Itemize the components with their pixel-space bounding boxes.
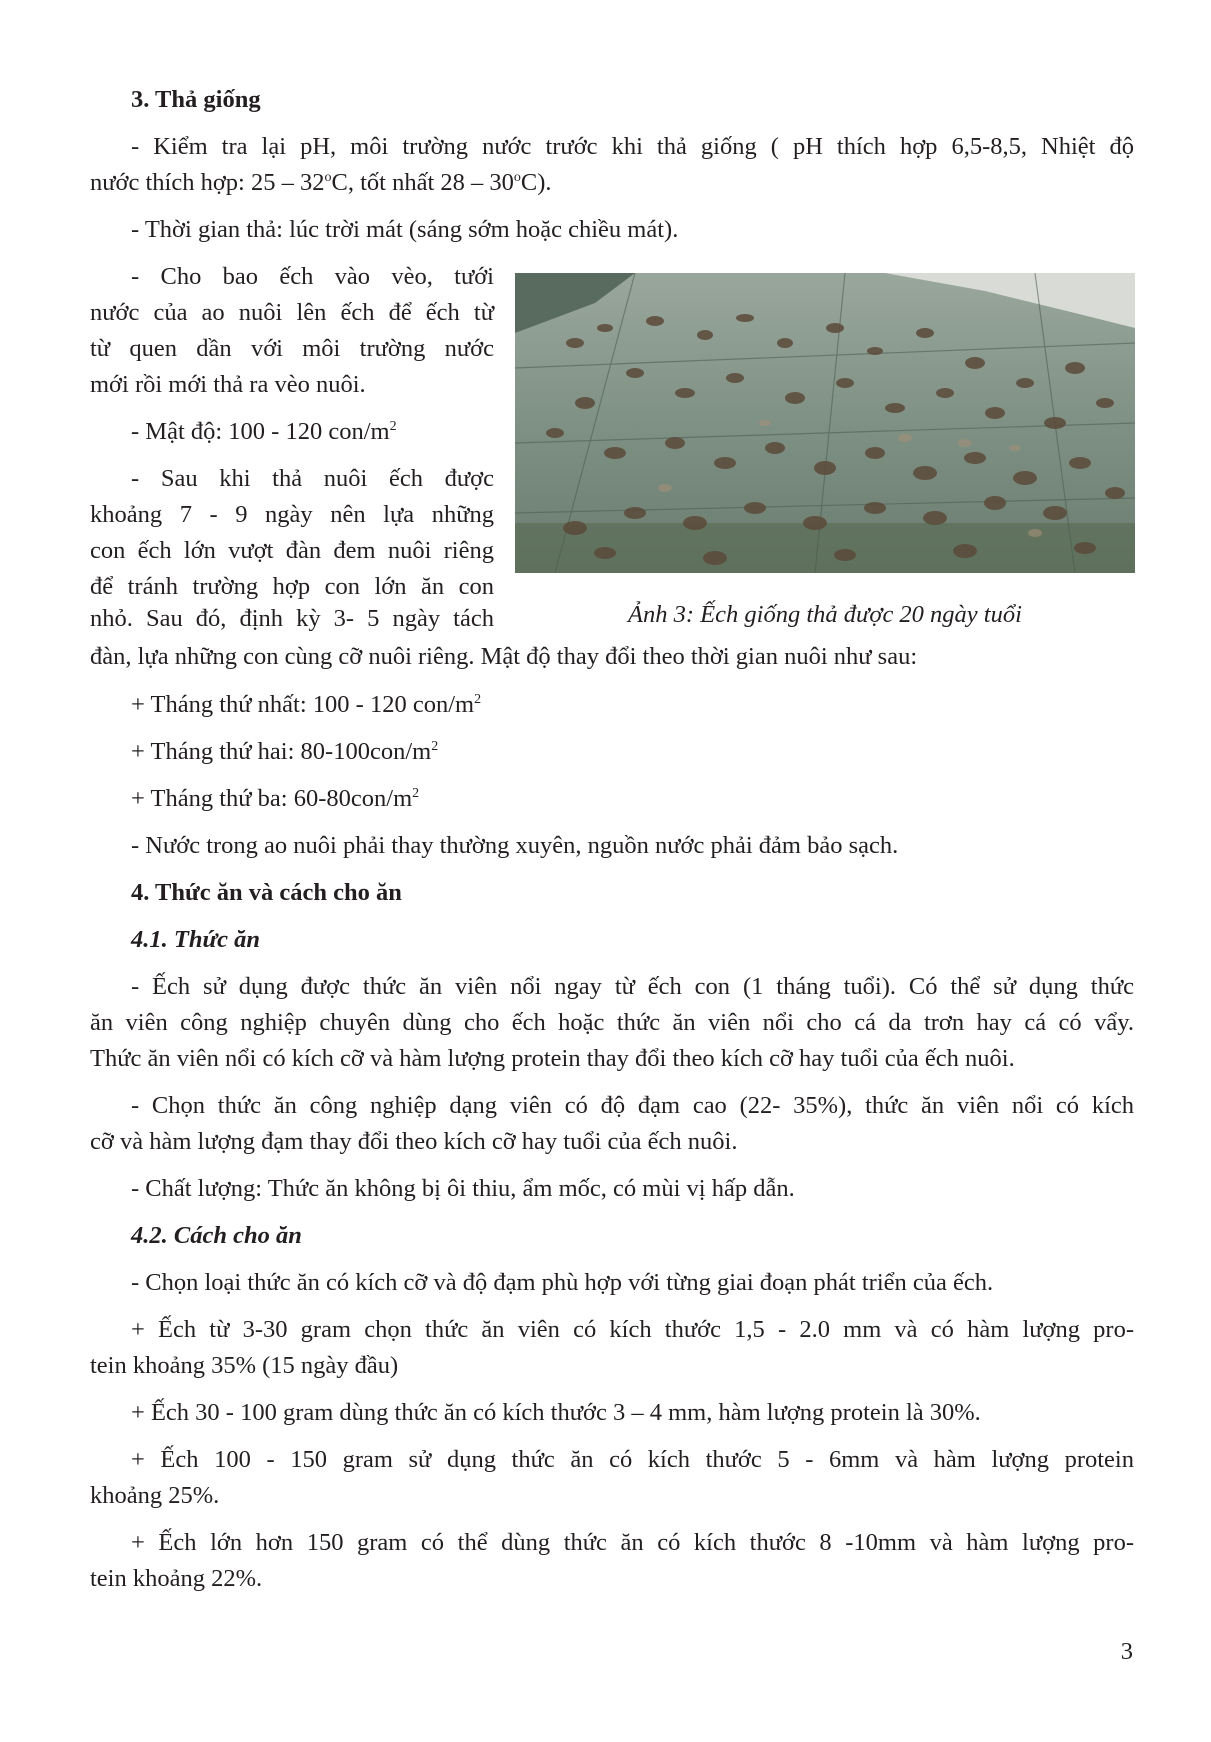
frog-pond-image bbox=[515, 273, 1135, 573]
paragraph-line: con ếch lớn vượt đàn đem nuôi riêng bbox=[90, 537, 494, 564]
paragraph-line: - Kiểm tra lại pH, môi trường nước trước khi thả giống ( pH thích hợp 6,5-8,5, Nhiệt độ bbox=[131, 133, 1134, 160]
paragraph-line: cỡ và hàm lượng đạm thay đổi theo kích cỡ hay tuổi của ếch nuôi. bbox=[90, 1128, 738, 1155]
list-item: + Tháng thứ ba: $60-80con/m^2$ bbox=[131, 785, 420, 812]
paragraph-line: Thức ăn viên nổi có kích cỡ và hàm lượng protein thay đổi theo kích cỡ hay tuổi của ếch nuôi. bbox=[90, 1045, 1015, 1072]
paragraph-line: - Chọn thức ăn công nghiệp dạng viên có độ đạm cao (22- 35%), thức ăn viên nổi có kích bbox=[131, 1092, 1134, 1119]
paragraph-line: từ quen dần với môi trường nước bbox=[90, 335, 494, 362]
paragraph-line: nước thích hợp: 25 – 32$^o$C, tốt nhất 28 – 30$^o$C). bbox=[90, 169, 552, 196]
paragraph-line: + Ếch 30 - 100 gram dùng thức ăn có kích thước 3 – 4 mm, hàm lượng protein là 30%. bbox=[131, 1399, 981, 1426]
paragraph-line: + Ếch 100 - 150 gram sử dụng thức ăn có kích thước 5 - 6mm và hàm lượng protein bbox=[131, 1446, 1134, 1473]
paragraph-line: - Chất lượng: Thức ăn không bị ôi thiu, ẩm mốc, có mùi vị hấp dẫn. bbox=[131, 1175, 795, 1202]
paragraph-line: - Mật độ: 100 - 120 con/$m^2$ bbox=[131, 418, 397, 445]
paragraph-line: tein khoảng 22%. bbox=[90, 1565, 263, 1592]
paragraph-line: nước của ao nuôi lên ếch để ếch từ bbox=[90, 299, 494, 326]
paragraph-line: để tránh trường hợp con lớn ăn con bbox=[90, 573, 494, 600]
paragraph-line: - Chọn loại thức ăn có kích cỡ và độ đạm phù hợp với từng giai đoạn phát triển của ếch. bbox=[131, 1269, 994, 1296]
paragraph-line: mới rồi mới thả ra vèo nuôi. bbox=[90, 371, 366, 398]
subsection-heading: 4.2. Cách cho ăn bbox=[131, 1222, 302, 1249]
paragraph-line: - Thời gian thả: lúc trời mát (sáng sớm hoặc chiều mát). bbox=[131, 216, 679, 243]
paragraph-line: - Nước trong ao nuôi phải thay thường xuyên, nguồn nước phải đảm bảo sạch. bbox=[131, 832, 899, 859]
figure-caption: Ảnh 3: Ếch giống thả được 20 ngày tuổi bbox=[628, 601, 1022, 628]
frog-pond-photo bbox=[515, 273, 1135, 573]
section-heading: 3. Thả giống bbox=[131, 86, 261, 113]
paragraph-line: tein khoảng 35% (15 ngày đầu) bbox=[90, 1352, 399, 1379]
section-heading: 4. Thức ăn và cách cho ăn bbox=[131, 879, 402, 906]
paragraph-line: ăn viên công nghiệp chuyên dùng cho ếch hoặc thức ăn viên nổi cho cá da trơn hay cá có vẩy. bbox=[90, 1009, 1134, 1036]
list-item: + Tháng thứ hai: $80-100con/m^2$ bbox=[131, 738, 439, 765]
paragraph-line: + Ếch từ 3-30 gram chọn thức ăn viên có kích thước 1,5 - 2.0 mm và có hàm lượng pro- bbox=[131, 1316, 1134, 1343]
paragraph-line: - Cho bao ếch vào vèo, tưới bbox=[131, 263, 494, 290]
paragraph-line: khoảng 7 - 9 ngày nên lựa những bbox=[90, 501, 494, 528]
paragraph-line: khoảng 25%. bbox=[90, 1482, 220, 1509]
paragraph-line: - Ếch sử dụng được thức ăn viên nổi ngay từ ếch con (1 tháng tuổi). Có thể sử dụng thức bbox=[131, 973, 1134, 1000]
paragraph-line: đàn, lựa những con cùng cỡ nuôi riêng. Mật độ thay đổi theo thời gian nuôi như sau: bbox=[90, 643, 918, 670]
paragraph-line: + Ếch lớn hơn 150 gram có thể dùng thức ăn có kích thước 8 -10mm và hàm lượng pro- bbox=[131, 1529, 1134, 1556]
page-number: 3 bbox=[1120, 1638, 1133, 1665]
subsection-heading: 4.1. Thức ăn bbox=[131, 926, 261, 953]
paragraph-line: nhỏ. Sau đó, định kỳ 3- 5 ngày tách bbox=[90, 605, 494, 632]
paragraph-line: - Sau khi thả nuôi ếch được bbox=[131, 465, 494, 492]
list-item: + Tháng thứ nhất: 100 - 120 con/$m^2$ bbox=[131, 691, 482, 718]
